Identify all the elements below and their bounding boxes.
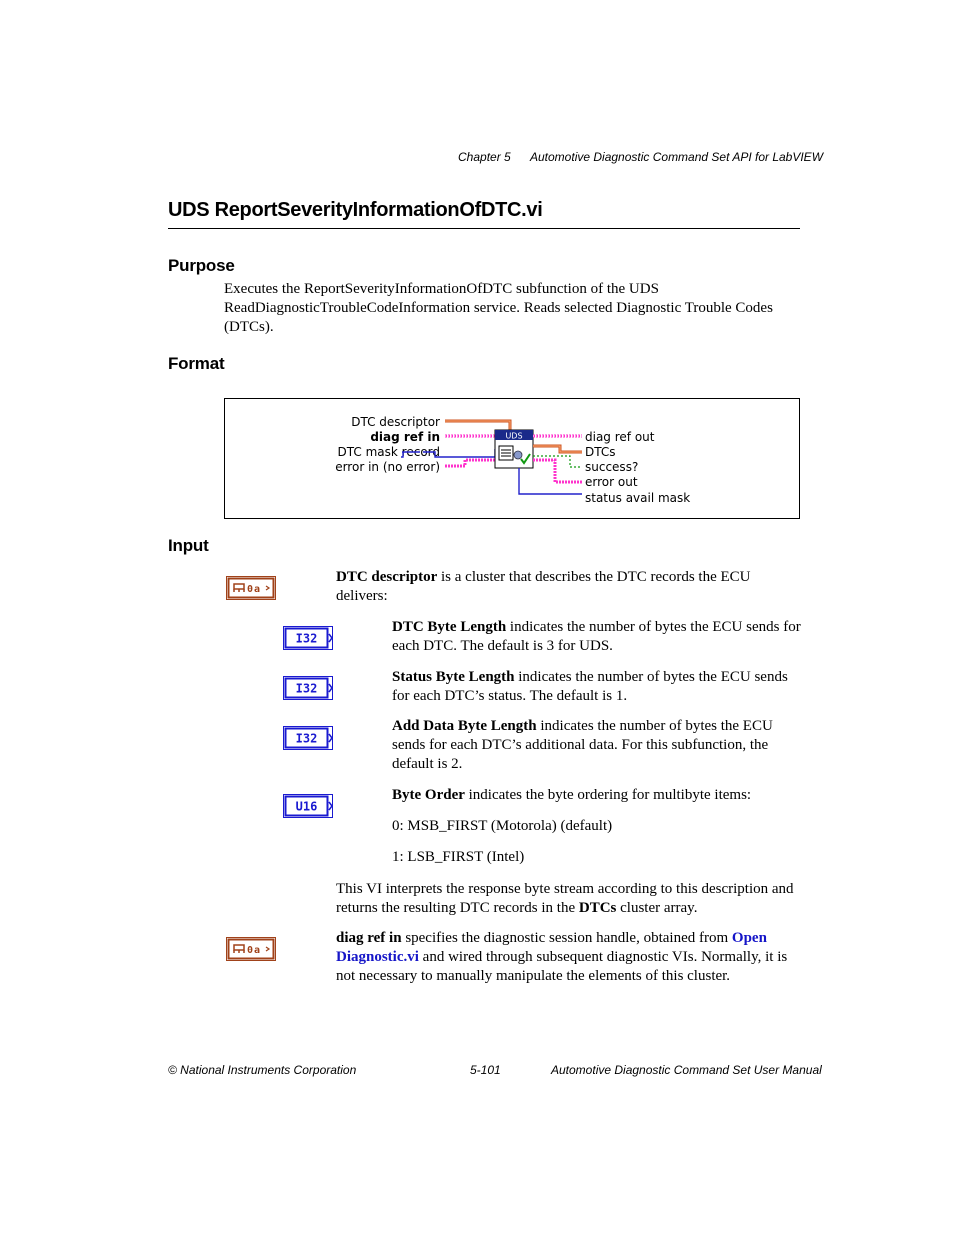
vi-title: UDS ReportSeverityInformationOfDTC.vi (168, 199, 543, 221)
input-label-dtc-descriptor: DTC descriptor (351, 415, 440, 429)
field-name: DTC Byte Length (392, 619, 507, 635)
output-label-diag-ref-out: diag ref out (585, 430, 655, 444)
svg-text:0: 0 (247, 584, 254, 595)
i32-icon (283, 626, 333, 650)
open-diagnostic-link[interactable]: Open Diagnostic.vi (336, 930, 767, 965)
title-rule (168, 228, 800, 229)
output-label-dtcs: DTCs (585, 445, 616, 459)
byte-order-option-1: 1: LSB_FIRST (Intel) (392, 849, 525, 865)
i32-icon-label: I32 (295, 731, 318, 746)
svg-text:a: a (254, 945, 261, 956)
i32-icon-label: I32 (295, 681, 318, 696)
u16-icon-label: U16 (295, 799, 318, 814)
dtc-descriptor-text: is a cluster that describes the DTC records the ECU delivers: (336, 569, 751, 604)
input-heading: Input (168, 536, 209, 555)
output-label-success: success? (585, 460, 639, 474)
dtc-descriptor-summary (336, 880, 802, 918)
dtc-descriptor-desc (336, 568, 800, 606)
field-desc: indicates the number of bytes the ECU sends for each DTC’s status. The default is 1. (392, 669, 788, 704)
uds-node-label: UDS (505, 431, 523, 441)
svg-text:0: 0 (247, 945, 254, 956)
field-desc: indicates the number of bytes the ECU sends for each DTC’s additional data. For this subfunction, the default is 2. (392, 718, 773, 772)
footer-left: © National Instruments Corporation (168, 1063, 357, 1077)
field-desc: indicates the byte ordering for multibyte items: (464, 787, 752, 803)
wire-dtcs (533, 446, 582, 452)
header-chapter: Chapter 5 (458, 150, 511, 164)
output-label-error-out: error out (585, 475, 638, 489)
format-heading: Format (168, 354, 225, 373)
field-dtc-byte-length (392, 618, 802, 656)
field-status-byte-length (392, 668, 802, 706)
wire-error-out (533, 460, 582, 482)
summary-pre: This VI interprets the response byte stream according to this description and returns the resulting DTC records in the (336, 881, 794, 916)
connector-pane-diagram (224, 398, 800, 519)
diag-ref-in-name: diag ref in (336, 930, 402, 946)
dtc-descriptor-name: DTC descriptor (336, 569, 438, 585)
i32-icon (283, 726, 333, 750)
footer-page-number: 5-101 (470, 1063, 501, 1077)
field-name: Byte Order (392, 787, 465, 803)
field-byte-order (392, 786, 802, 805)
u16-icon (283, 794, 333, 818)
header-title: Automotive Diagnostic Command Set API for LabVIEW (530, 150, 824, 164)
cluster-icon (226, 576, 276, 600)
wire-error-in (445, 460, 495, 466)
i32-icon-label: I32 (295, 631, 318, 646)
input-label-error-in: error in (no error) (335, 460, 440, 474)
input-label-dtc-mask-record: DTC mask record (337, 445, 440, 459)
summary-bold: DTCs (578, 900, 617, 916)
byte-order-option-0: 0: MSB_FIRST (Motorola) (default) (392, 818, 613, 834)
output-label-status-avail-mask: status avail mask (585, 491, 691, 505)
purpose-heading: Purpose (168, 256, 235, 275)
field-name: Add Data Byte Length (392, 718, 537, 734)
summary-post: cluster array. (616, 900, 698, 916)
diag-ref-in-post: and wired through subsequent diagnostic VIs. Normally, it is not necessary to manually manipulate the elements of this cluster. (336, 949, 788, 984)
svg-text:a: a (254, 584, 261, 595)
i32-icon (283, 676, 333, 700)
field-desc: indicates the number of bytes the ECU sends for each DTC. The default is 3 for UDS. (392, 619, 801, 654)
input-label-diag-ref-in: diag ref in (370, 430, 440, 444)
purpose-text: Executes the ReportSeverityInformationOfDTC subfunction of the UDS ReadDiagnosticTroubleCodeInformation service. Reads selected Diagnostic Trouble Codes (DTCs). (224, 281, 773, 335)
connector-pane-svg (225, 399, 799, 518)
uds-node-icon (495, 430, 533, 468)
field-add-data-byte-length (392, 717, 802, 774)
cluster-icon (226, 937, 276, 961)
diag-ref-in-pre: specifies the diagnostic session handle, obtained from (401, 930, 732, 946)
diag-ref-in-desc (336, 929, 802, 986)
footer-right: Automotive Diagnostic Command Set User Manual (551, 1063, 822, 1077)
field-name: Status Byte Length (392, 669, 515, 685)
